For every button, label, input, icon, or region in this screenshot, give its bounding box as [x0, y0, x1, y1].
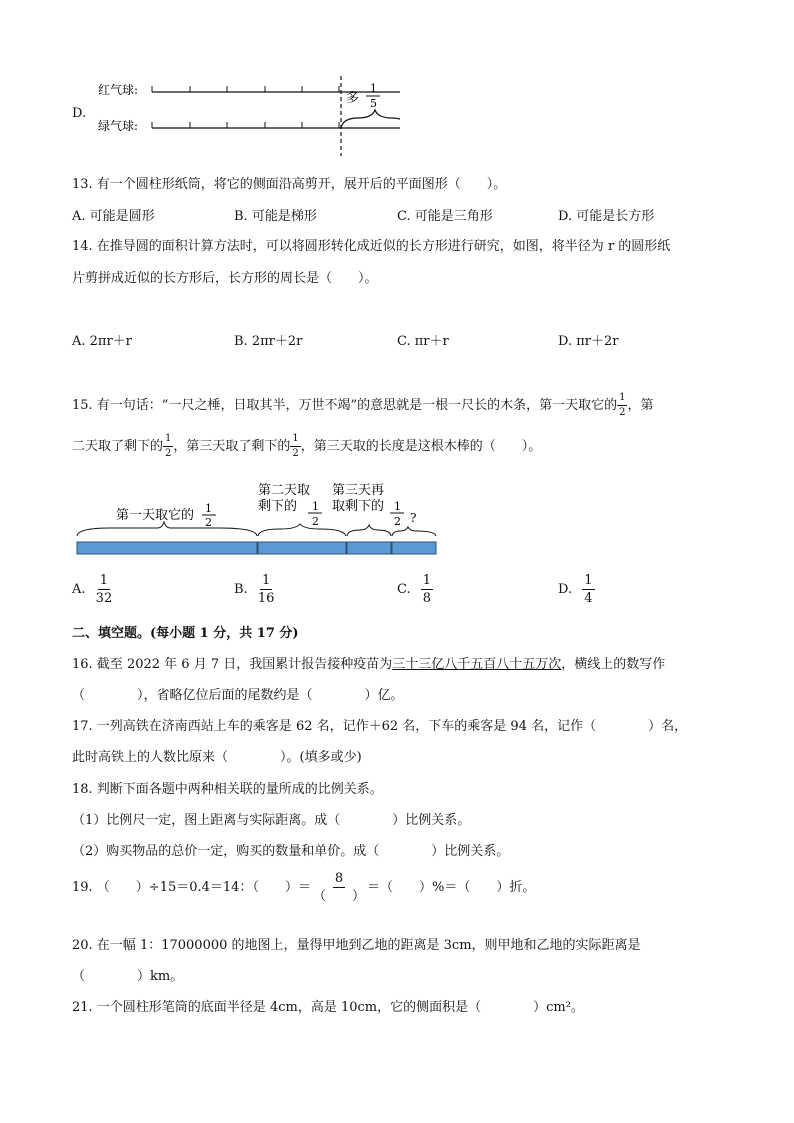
q12-balloon-diagram: [90, 72, 400, 158]
day3-brace: [347, 525, 391, 536]
q15-line1-text: 15. 有一句话：“一尺之棰，日取其半，万世不竭”的意思就是一根一尺长的木条，第一天取它的: [72, 398, 618, 413]
q14-option-a: A. 2πr＋r: [72, 334, 132, 349]
q13-option-a: A. 可能是圆形: [72, 209, 155, 224]
stick-segment-day1: [77, 542, 257, 554]
day3-label-l1: 第三天再: [332, 483, 385, 498]
q15-option-d: D. $\frac{1}{4}$: [558, 573, 593, 606]
q18-sub2: （2）购买物品的总价一定，购买的数量和单价。成（ ）比例关系。: [72, 844, 510, 859]
q14-stem-line1: 14. 在推导圆的面积计算方法时，可以将圆形转化成近似的长方形进行研究，如图，将半径为 r 的圆形纸: [72, 239, 671, 254]
q20-line1: 20. 在一幅 1：17000000 的地图上，量得甲地到乙地的距离是 3cm，则甲地和乙地的实际距离是: [72, 938, 641, 953]
day1-label: 第一天取它的: [116, 508, 195, 523]
q14-option-b: B. 2πr＋2r: [234, 334, 303, 349]
day1-frac-num: 1: [205, 502, 212, 515]
q15-half-fraction: $\frac{1}{2}$: [619, 392, 626, 418]
day1-brace: [77, 522, 257, 536]
q13-stem: 13. 有一个圆柱形纸筒，将它的侧面沿高剪开，展开后的平面图形（ ）。: [72, 177, 507, 192]
q17-line1: 17. 一列高铁在济南西站上车的乘客是 62 名，记作＋62 名，下车的乘客是 94 名，记作（ ）名，: [72, 719, 688, 734]
section2-title: 二、填空题。(每小题 1 分，共 17 分): [72, 626, 299, 641]
day3-label-l2: 取剩下的: [332, 499, 385, 514]
brace: [341, 110, 400, 128]
fraction-numerator: 1: [370, 82, 377, 95]
q12-option-d-letter: D.: [72, 106, 87, 121]
q15-option-c: C. $\frac{1}{8}$: [397, 573, 432, 606]
day3-frac-num: 1: [394, 500, 401, 513]
q21-line1: 21. 一个圆柱形笔筒的底面半径是 4cm，高是 10cm，它的侧面积是（ ）cm²。: [72, 1000, 584, 1015]
more-text: 多: [346, 91, 360, 106]
day1-frac-den: 2: [205, 516, 212, 529]
day2-brace: [258, 524, 346, 536]
day2-label-l2: 剩下的: [258, 499, 298, 514]
q15-stick-diagram: [70, 478, 450, 562]
q14-stem-line2: 片剪拼成近似的长方形后，长方形的周长是（ ）。: [72, 271, 378, 286]
q13-option-b: B. 可能是梯形: [234, 209, 317, 224]
remaining-brace: [392, 527, 436, 536]
q19-fraction: $\frac{8}{( )}$: [312, 871, 365, 904]
q18-sub1: （1）比例尺一定，图上距离与实际距离。成（ ）比例关系。: [72, 813, 471, 828]
stick-segment-remaining: [392, 542, 436, 554]
q18-stem: 18. 判断下面各题中两种相关联的量所成的比例关系。: [72, 782, 383, 797]
q15-option-a: A. $\frac{1}{32}$: [72, 573, 113, 606]
q13-option-c: C. 可能是三角形: [397, 209, 493, 224]
q16-line2: （ ），省略亿位后面的尾数约是（ ）亿。: [72, 688, 404, 703]
stick-segment-day3: [347, 542, 391, 554]
q15-line2: 二天取了剩下的 $\frac{1}{2}$ ，第三天取了剩下的 $\frac{1}{2}$ ，第三天取的长度是这根木棒的（ ）。: [72, 433, 542, 459]
day2-frac-den: 2: [312, 515, 319, 528]
red-balloon-label: 红气球:: [98, 83, 139, 97]
q16-underlined-number: 三十三亿八千五百八十五万次: [392, 657, 562, 672]
question-mark: ?: [410, 511, 417, 525]
green-balloon-label: 绿气球:: [98, 119, 139, 133]
q15-line1: 15. 有一句话：“一尺之棰，日取其半，万世不竭”的意思就是一根一尺长的木条，第一天取它的 $\frac{1}{2}$ ，第: [72, 392, 654, 418]
q19-line: 19. （ ）÷15＝0.4＝14：（ ）＝ $\frac{8}{( )}$ ＝（ ）%＝（ ）折。: [72, 871, 536, 904]
q15-half-fraction: $\frac{1}{2}$: [165, 433, 172, 459]
stick-segment-day2: [258, 542, 346, 554]
day2-label-l1: 第二天取: [258, 483, 311, 498]
q16-line1: 16. 截至 2022 年 6 月 7 日，我国累计报告接种疫苗为三十三亿八千五百八十五万次，横线上的数写作: [72, 657, 666, 672]
q14-option-d: D. πr＋2r: [558, 334, 619, 349]
q20-line2: （ ）km。: [72, 969, 184, 984]
q15-half-fraction: $\frac{1}{2}$: [292, 433, 299, 459]
q15-option-b: B. $\frac{1}{16}$: [234, 573, 275, 606]
q14-option-c: C. πr＋r: [397, 334, 449, 349]
q17-line2: 此时高铁上的人数比原来（ ）。(填多或少): [72, 750, 362, 765]
q13-option-d: D. 可能是长方形: [558, 209, 655, 224]
day2-frac-num: 1: [312, 500, 319, 513]
day3-frac-den: 2: [394, 515, 401, 528]
fraction-denominator: 5: [370, 97, 377, 110]
